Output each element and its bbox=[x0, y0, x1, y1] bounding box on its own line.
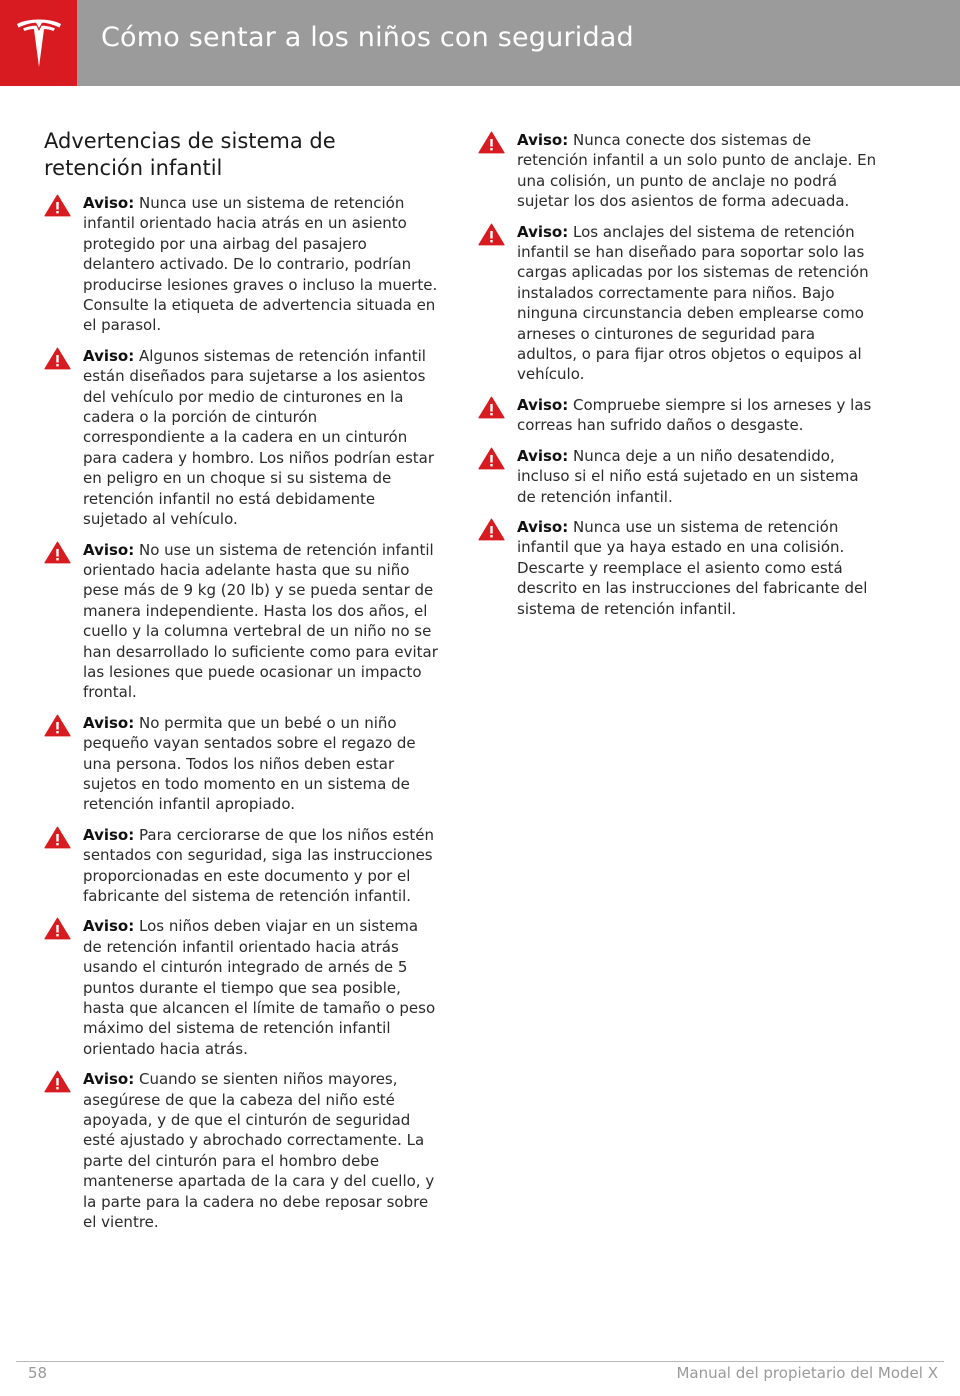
warning-item bbox=[44, 1069, 440, 1232]
warning-item bbox=[44, 825, 440, 907]
warning-label: Aviso: bbox=[517, 222, 569, 241]
warning-label: Aviso: bbox=[83, 917, 135, 936]
warning-label: Aviso: bbox=[83, 1070, 135, 1089]
warning-label: Aviso: bbox=[517, 131, 569, 149]
warning-item bbox=[478, 446, 878, 507]
manual-title: Manual del propietario del Model X bbox=[676, 1364, 938, 1382]
page-number: 58 bbox=[28, 1364, 48, 1382]
page-header bbox=[0, 0, 960, 86]
warning-text: Algunos sistemas de retención infantil están diseñados para sujetarse a los asientos del vehículo por medio de cinturones en la cadera o la porción de cinturón correspondiente a la cadera en un cinturón para cadera y hombro. Los niños podrían estar en peligro en un choque si su sistema de retención infantil no está debidamente sujetado al vehículo. bbox=[83, 346, 435, 529]
warning-triangle-icon bbox=[478, 131, 505, 154]
warning-item bbox=[44, 540, 440, 703]
warning-triangle-icon bbox=[44, 194, 71, 217]
warning-text: Cuando se sienten niños mayores, asegúrese de que la cabeza del niño esté apoyada, y de que el cinturón de seguridad esté ajustado y abrochado correctamente. La parte del cinturón para el hombro debe mantenerse apartada de la cara y del cuello, y la parte para la cadera no debe reposar sobre el vientre. bbox=[83, 1070, 435, 1232]
page-title: Cómo sentar a los niños con seguridad bbox=[101, 22, 634, 53]
warning-label: Aviso: bbox=[83, 713, 135, 732]
right-column bbox=[478, 130, 878, 629]
warning-triangle-icon bbox=[44, 917, 71, 940]
warning-text: Nunca conecte dos sistemas de retención infantil a un solo punto de anclaje. En una colisión, un punto de anclaje no podrá sujetar los dos asientos de forma adecuada. bbox=[517, 131, 877, 211]
warning-text: Nunca deje a un niño desatendido, incluso si el niño está sujetado en un sistema de retención infantil. bbox=[517, 446, 859, 506]
warning-triangle-icon bbox=[44, 347, 71, 370]
warning-triangle-icon bbox=[44, 541, 71, 564]
warning-triangle-icon bbox=[478, 447, 505, 470]
warning-item bbox=[478, 222, 878, 385]
warning-triangle-icon bbox=[44, 826, 71, 849]
warning-label: Aviso: bbox=[517, 517, 569, 536]
warning-triangle-icon bbox=[44, 714, 71, 737]
warnings-list-left bbox=[44, 193, 440, 1233]
warning-triangle-icon bbox=[478, 396, 505, 419]
warning-text: Compruebe siempre si los arneses y las correas han sufrido daños o desgaste. bbox=[517, 395, 872, 435]
warning-text: Para cerciorarse de que los niños estén sentados con seguridad, siga las instrucciones proporcionadas en este documento y por el fabricante del sistema de retención infantil. bbox=[83, 825, 435, 905]
warning-triangle-icon bbox=[478, 223, 505, 246]
warning-text: Nunca use un sistema de retención infantil orientado hacia atrás en un asiento protegido por una airbag del pasajero delantero activado. De lo contrario, podrían producirse lesiones graves o incluso la muerte. Consulte la etiqueta de advertencia situada en el parasol. bbox=[83, 194, 438, 335]
warning-text: Los anclajes del sistema de retención infantil se han diseñado para soportar solo las cargas aplicadas por los sistemas de retención instalados correctamente para niños. Bajo ninguna circunstancia deben emplearse como arneses o cinturones de seguridad para adultos, o para fijar otros objetos o equipos al vehículo. bbox=[517, 222, 869, 384]
warning-text: No use un sistema de retención infantil orientado hacia adelante hasta que su niño pese más de 9 kg (20 lb) y se pueda sentar de manera independiente. Hasta los dos años, el cuello y la columna vertebral de un niño no se han desarrollado lo suficiente como para evitar las lesiones que puede ocasionar un impacto frontal. bbox=[83, 540, 438, 702]
warning-item bbox=[478, 130, 878, 212]
left-column bbox=[44, 128, 440, 1243]
warnings-list-right bbox=[478, 130, 878, 619]
warning-text: No permita que un bebé o un niño pequeño vayan sentados sobre el regazo de una persona. Todos los niños deben estar sujetos en todo momento en un sistema de retención infantil apropiado. bbox=[83, 713, 416, 814]
warning-text: Los niños deben viajar en un sistema de retención infantil orientado hacia atrás usando el cinturón integrado de arnés de 5 puntos durante el tiempo que sea posible, hasta que alcancen el límite de tamaño o peso máximo del sistema de retención infantil orientado hacia atrás. bbox=[83, 917, 436, 1058]
footer-divider bbox=[16, 1361, 944, 1362]
warning-item bbox=[478, 395, 878, 436]
warning-text: Nunca use un sistema de retención infantil que ya haya estado en una colisión. Descarte y reemplace el asiento como está descrito en las instrucciones del fabricante del sistema de retención infantil. bbox=[517, 517, 868, 618]
warning-label: Aviso: bbox=[83, 825, 135, 844]
warning-item bbox=[44, 713, 440, 815]
warning-label: Aviso: bbox=[517, 446, 569, 465]
warning-label: Aviso: bbox=[83, 194, 135, 212]
warning-item bbox=[44, 916, 440, 1059]
warning-triangle-icon bbox=[44, 1070, 71, 1093]
warning-label: Aviso: bbox=[517, 395, 569, 414]
section-heading: Advertencias de sistema de retención infantil bbox=[44, 129, 336, 180]
warning-item bbox=[478, 517, 878, 619]
warning-label: Aviso: bbox=[83, 346, 135, 365]
warning-label: Aviso: bbox=[83, 540, 135, 559]
warning-item bbox=[44, 193, 440, 336]
warning-triangle-icon bbox=[478, 518, 505, 541]
tesla-logo-icon bbox=[0, 0, 77, 86]
warning-item bbox=[44, 346, 440, 530]
